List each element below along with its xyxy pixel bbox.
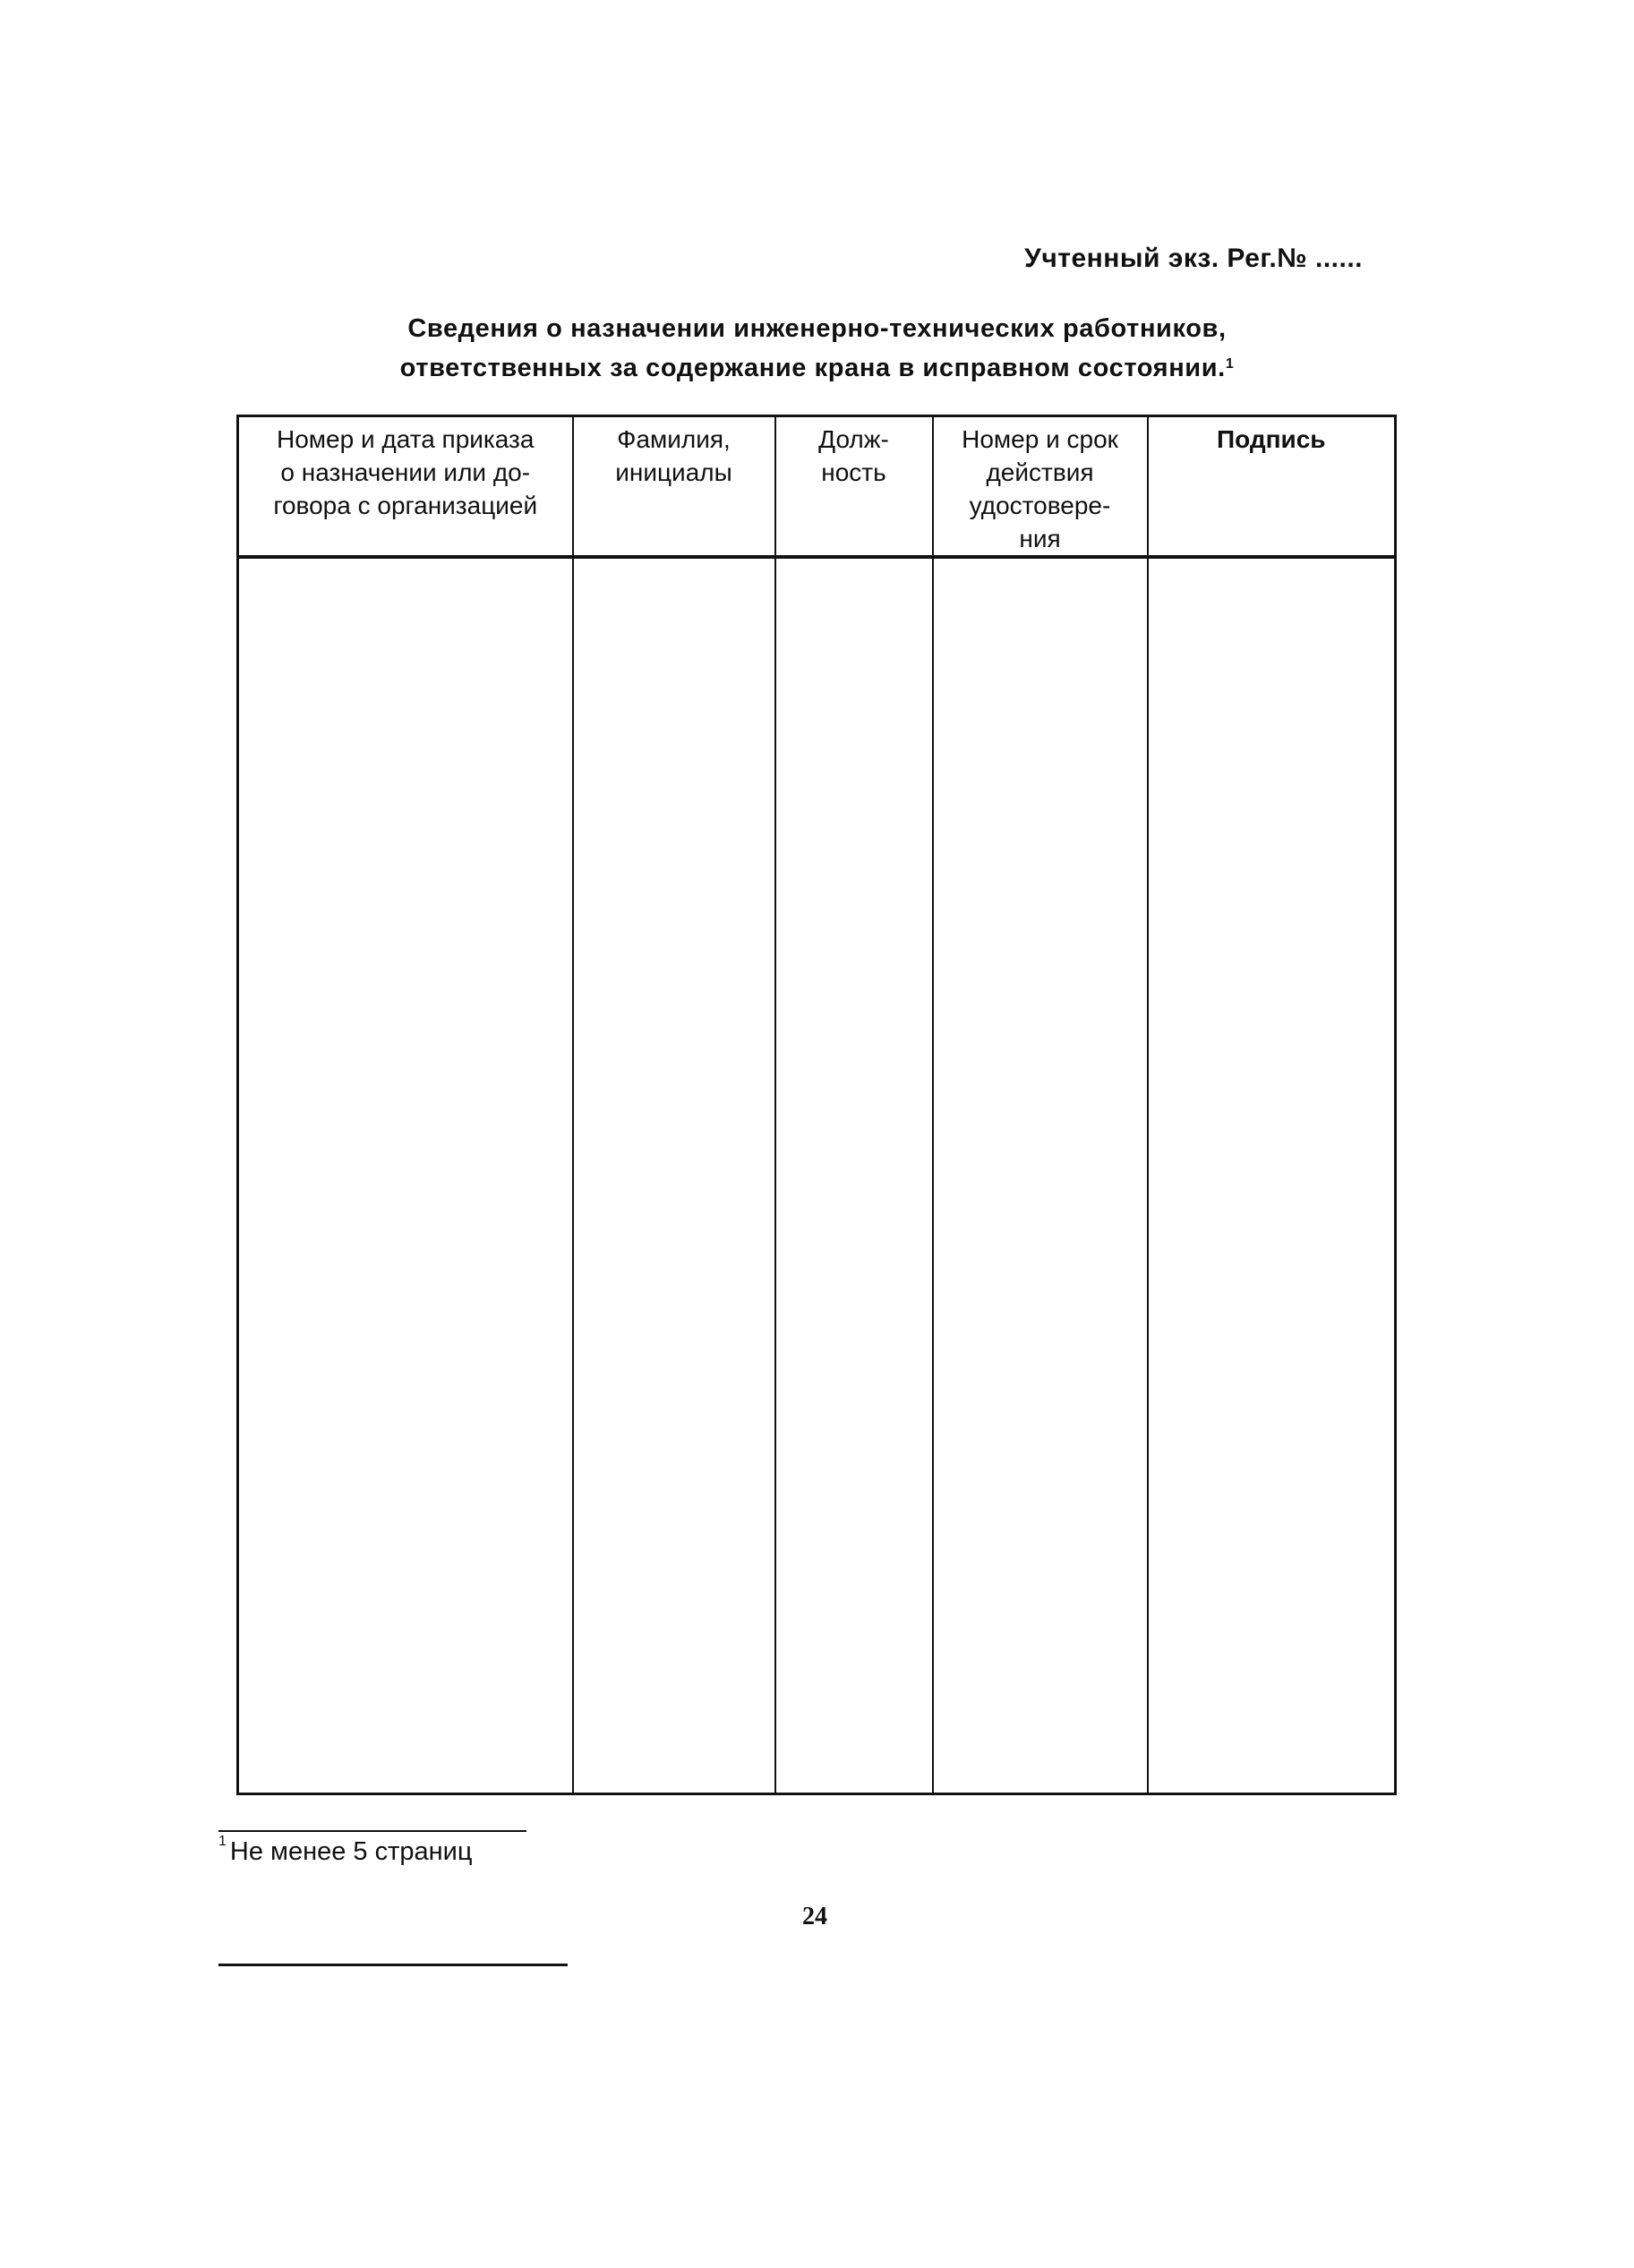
column-header-certificate-number-validity xyxy=(933,416,1148,558)
bottom-divider xyxy=(218,1964,568,1966)
table-header-row xyxy=(238,416,1396,558)
footnote-divider xyxy=(218,1830,526,1832)
form-title-line-2 xyxy=(287,348,1347,388)
title-footnote-mark: 1 xyxy=(1225,356,1235,372)
header-line: инициалы xyxy=(615,458,732,486)
page-number: 24 xyxy=(802,1903,827,1930)
column-header-order-number-date xyxy=(238,416,573,558)
header-line: Номер и срок xyxy=(962,425,1118,453)
table-cell-signature[interactable] xyxy=(1148,557,1396,1794)
column-header-surname-initials xyxy=(573,416,775,558)
table-cell-order-number-date[interactable] xyxy=(238,557,573,1794)
header-line: Долж- xyxy=(818,425,889,453)
column-header-position xyxy=(775,416,933,558)
header-line: удостовере- xyxy=(969,492,1111,519)
registration-number-line: Учтенный экз. Рег.№ ...... xyxy=(1024,244,1363,273)
header-line: ность xyxy=(821,458,886,486)
form-title xyxy=(287,309,1347,388)
header-line: о назначении или до- xyxy=(280,458,531,486)
table-cell-surname-initials[interactable] xyxy=(573,557,775,1794)
header-line: говора с организацией xyxy=(273,492,538,519)
form-title-line-2-text: ответственных за содержание крана в исправном состоянии. xyxy=(399,354,1226,382)
table-row xyxy=(238,557,1396,1794)
footnote-text: Не менее 5 страниц xyxy=(229,1837,473,1866)
header-line: действия xyxy=(986,458,1094,486)
table-cell-certificate-number-validity[interactable] xyxy=(933,557,1148,1794)
appointment-records-table xyxy=(236,415,1397,1795)
column-header-signature xyxy=(1148,416,1396,558)
table-cell-position[interactable] xyxy=(775,557,933,1794)
form-title-line-1: Сведения о назначении инженерно-технических работников, xyxy=(407,314,1227,343)
footnote xyxy=(218,1834,473,1867)
header-line: Фамилия, xyxy=(617,425,731,453)
header-line: Номер и дата приказа xyxy=(277,425,535,453)
header-line: Подпись xyxy=(1216,425,1326,453)
footnote-mark: 1 xyxy=(218,1834,227,1849)
header-line: ния xyxy=(1019,525,1061,552)
